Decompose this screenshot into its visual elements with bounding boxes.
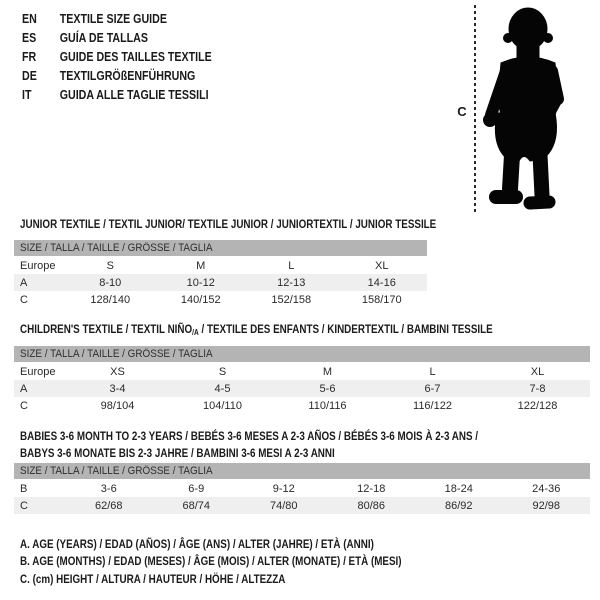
table-cell: 10-12	[186, 276, 215, 289]
row-label: Europe	[20, 259, 56, 272]
table-row	[14, 274, 427, 291]
table-cell: 110/116	[308, 399, 347, 412]
lang-code: IT	[22, 87, 32, 102]
lang-code: ES	[22, 30, 37, 45]
table-cell: L	[429, 365, 436, 378]
table-cell: 104/110	[203, 399, 242, 412]
junior-table	[14, 240, 427, 308]
table-cell: 6-9	[188, 482, 205, 495]
lang-row-de	[22, 66, 212, 85]
row-label: B	[20, 482, 28, 495]
children-table	[14, 346, 590, 414]
babies-table-title	[20, 428, 478, 462]
babies-size-table	[14, 480, 590, 514]
table-cell: 62/68	[94, 499, 123, 512]
table-row	[14, 257, 427, 274]
row-label: Europe	[20, 365, 56, 378]
table-cell: M	[322, 365, 333, 378]
children-size-table	[14, 363, 590, 414]
table-cell: 122/128	[517, 399, 558, 412]
table-cell: 8-10	[99, 276, 122, 289]
children-title-pre: CHILDREN'S TEXTILE / TEXTIL NIÑO	[20, 322, 193, 336]
row-label: A	[20, 276, 28, 289]
table-cell: 6-7	[424, 382, 441, 395]
table-row	[14, 480, 590, 497]
lang-row-es	[22, 28, 212, 47]
children-table-title	[20, 321, 493, 341]
table-cell: 68/74	[182, 499, 211, 512]
babies-table	[14, 463, 590, 514]
table-row	[14, 397, 590, 414]
size-header-bar	[14, 346, 590, 362]
footnote-b: B. AGE (MONTHS) / EDAD (MESES) / ÂGE (MOIS) / ALTER (MONATE) / ETÀ (MESI)	[20, 554, 402, 569]
footnotes	[20, 536, 485, 588]
table-cell: 116/122	[413, 399, 452, 412]
size-header-text: SIZE / TALLA / TAILLE / GRÖSSE / TAGLIA	[20, 242, 213, 254]
lang-row-it	[22, 85, 212, 104]
lang-code: EN	[22, 11, 37, 26]
table-cell: XS	[110, 365, 125, 378]
size-header-bar	[14, 240, 427, 256]
table-cell: XL	[375, 259, 389, 272]
table-cell: L	[288, 259, 295, 272]
lang-row-fr	[22, 47, 212, 66]
table-row	[14, 380, 590, 397]
lang-title: GUÍA DE TALLAS	[59, 30, 148, 45]
row-label: C	[20, 499, 28, 512]
table-cell: 9-12	[272, 482, 295, 495]
table-cell: 14-16	[367, 276, 396, 289]
table-cell: 3-4	[109, 382, 126, 395]
row-label: C	[20, 293, 28, 306]
row-label: C	[20, 399, 28, 412]
table-cell: 4-5	[214, 382, 231, 395]
table-cell: 12-18	[357, 482, 386, 495]
lang-title: GUIDE DES TAILLES TEXTILE	[59, 49, 212, 64]
babies-title-line2: BABYS 3-6 MONATE BIS 2-3 JAHRE / BAMBINI 3-6 MESI A 2-3 ANNI	[20, 446, 335, 460]
lang-title: TEXTILGRÖßENFÜHRUNG	[59, 68, 196, 83]
table-cell: 3-6	[100, 482, 117, 495]
lang-title: TEXTILE SIZE GUIDE	[59, 11, 167, 26]
table-row	[14, 497, 590, 514]
baby-silhouette-icon	[483, 7, 567, 211]
lang-code: DE	[22, 68, 37, 83]
size-header-text: SIZE / TALLA / TAILLE / GRÖSSE / TAGLIA	[20, 465, 213, 477]
lang-code: FR	[22, 49, 37, 64]
row-label: A	[20, 382, 28, 395]
table-cell: 158/170	[361, 293, 402, 306]
lang-title: GUIDA ALLE TAGLIE TESSILI	[59, 87, 209, 102]
table-cell: 74/80	[269, 499, 298, 512]
children-title-post: / TEXTILE DES ENFANTS / KINDERTEXTIL / BAMBINI TESSILE	[198, 322, 493, 336]
language-header	[22, 9, 253, 104]
table-cell: S	[218, 365, 227, 378]
lang-row-en	[22, 9, 212, 28]
table-cell: XL	[530, 365, 545, 378]
table-cell: 24-36	[532, 482, 561, 495]
table-row	[14, 291, 427, 308]
children-title-sub: /A	[192, 328, 199, 337]
size-header-text: SIZE / TALLA / TAILLE / GRÖSSE / TAGLIA	[20, 348, 213, 360]
table-cell: M	[196, 259, 206, 272]
table-cell: 18-24	[444, 482, 473, 495]
height-ruler-dashed-line	[474, 5, 476, 213]
table-cell: 92/98	[532, 499, 561, 512]
table-cell: 128/140	[90, 293, 131, 306]
footnote-a: A. AGE (YEARS) / EDAD (AÑOS) / ÂGE (ANS) / ALTER (JAHRE) / ETÀ (ANNI)	[20, 537, 374, 551]
table-cell: 98/104	[100, 399, 135, 412]
table-cell: 80/86	[357, 499, 386, 512]
table-cell: 152/158	[271, 293, 312, 306]
babies-title-line1: BABIES 3-6 MONTH TO 2-3 YEARS / BEBÉS 3-6 MESES A 2-3 AÑOS / BÉBÉS 3-6 MOIS À 2-3 ANS /	[20, 429, 479, 443]
junior-table-title: JUNIOR TEXTILE / TEXTIL JUNIOR/ TEXTILE JUNIOR / JUNIORTEXTIL / JUNIOR TESSILE	[20, 217, 437, 231]
footnote-c: C. (cm) HEIGHT / ALTURA / HAUTEUR / HÖHE / ALTEZZA	[20, 571, 286, 586]
height-measure-label: C	[457, 104, 467, 119]
table-cell: 140/152	[180, 293, 221, 306]
table-row	[14, 363, 590, 380]
junior-size-table	[14, 257, 427, 308]
size-header-bar	[14, 463, 590, 479]
table-cell: 12-13	[277, 276, 306, 289]
table-cell: 86/92	[444, 499, 473, 512]
table-cell: 5-6	[319, 382, 336, 395]
table-cell: 7-8	[529, 382, 546, 395]
table-cell: S	[106, 259, 114, 272]
